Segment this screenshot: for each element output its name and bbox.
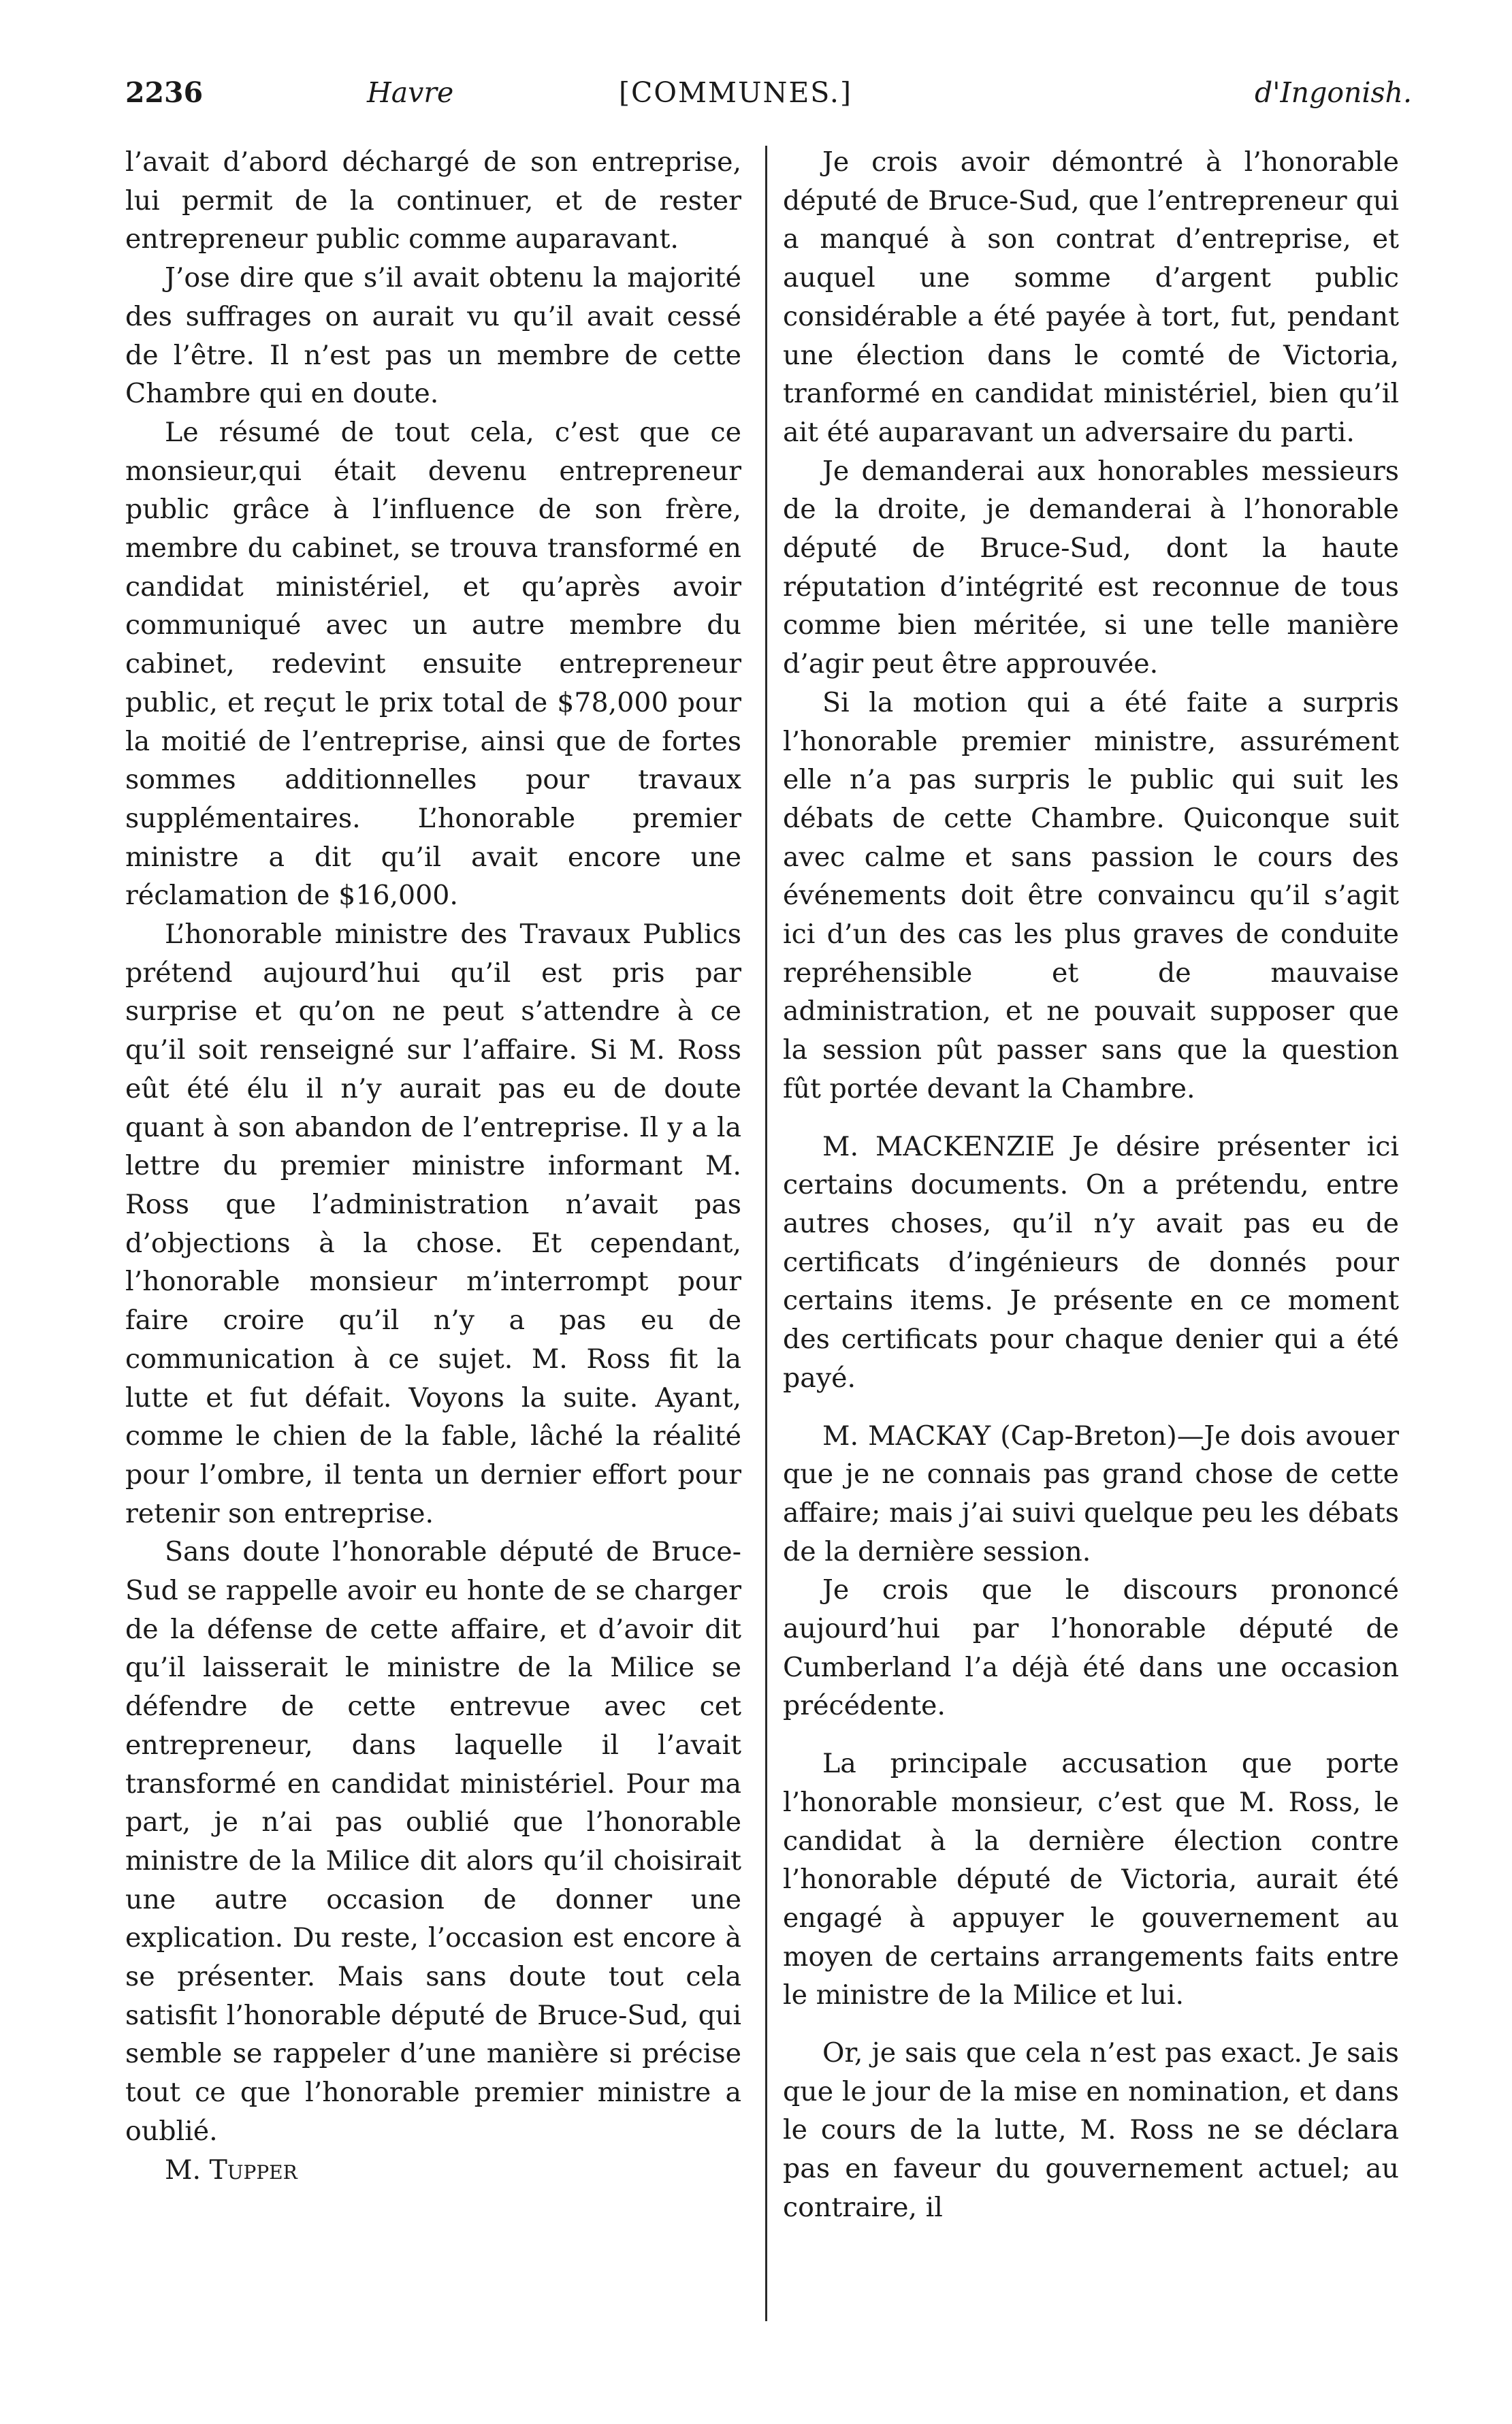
page-number: 2236 [125, 76, 204, 109]
left-paragraph-2: J’ose dire que s’il avait obtenu la majorité des suffrages on aurait vu qu’il avait cessé de l’être. Il n’est pas un membre de cette Chambre qui en doute. [125, 262, 741, 410]
left-paragraph-1: l’avait d’abord déchargé de son entreprise, lui permit de la continuer, et de rester entrepreneur public comme auparavant. [125, 146, 741, 255]
right-paragraph-5: La principale accusation que porte l’honorable monsieur, c’est que M. Ross, le candidat à la dernière élection contre l’honorable député de Victoria, aurait été engagé à appuyer le gouvernement au moyen de certains arrangements faits entre le ministre de la Milice et lui. [783, 1748, 1399, 2011]
left-paragraph-5: Sans doute l’honorable député de Bruce-Sud se rappelle avoir eu honte de se charger de la défense de cette affaire, et d’avoir dit qu’il laisserait le ministre de la Milice se défendre de cette entrevue avec cet entrepreneur, dans laquelle il l’avait transformé en candidat ministériel. Pour ma part, je n’ai pas oublié que l’honorable ministre de la Milice dit alors qu’il choisirait une autre occasion de donner une explication. Du reste, l’occasion est encore à se présenter. Mais sans doute tout cela satisfit l’honorable député de Bruce-Sud, qui semble se rappeler d’une manière si précise tout ce que l’honorable premier ministre a oublié. [125, 1536, 741, 2147]
mackay-text: (Cap-Breton)—Je dois avouer que je ne connais pas grand chose de cette affaire; mais j’ai suivi quelque peu les débats de la dernière session. [783, 1420, 1399, 1567]
mackenzie-text: Je désire présenter ici certains documents. On a prétendu, entre autres choses, qu’il n’y avait pas eu de certificats d’ingénieurs de donnés pour certains items. Je présente en ce moment des certificats pour chaque denier qui a été payé. [783, 1130, 1399, 1394]
right-paragraph-3: Si la motion qui a été faite a surpris l’honorable premier ministre, assurément elle n’a pas surpris le public qui suit les débats de cette Chambre. Quiconque suit avec calme et sans passion le cours des événements doit être convaincu qu’il s’agit ici d’un des cas les plus graves de conduite repréhensible et de mauvaise administration, et ne pouvait supposer que la session pût passer sans que la question fût portée devant la Chambre. [783, 686, 1399, 1104]
right-paragraph-6: Or, je sais que cela n’est pas exact. Je sais que le jour de la mise en nomination, et dans le cours de la lutte, M. Ross ne se déclara pas en faveur du gouvernement actuel; au contraire, il [783, 2037, 1399, 2223]
column-divider [765, 146, 767, 2321]
speaker-mackenzie: M. MACKENZIE [822, 1130, 1055, 1162]
header-right-title: d'Ingonish. [1254, 76, 1412, 109]
left-column [125, 143, 741, 2189]
header-center-title: [COMMUNES.] [619, 76, 852, 109]
running-header [125, 68, 1412, 117]
speaker-mackay: M. MACKAY [822, 1420, 991, 1452]
right-column [783, 143, 1399, 2227]
mackay-paragraph [783, 1417, 1399, 1572]
left-paragraph-3: Le résumé de tout cela, c’est que ce monsieur,qui était devenu entrepreneur public grâce à l’influence de son frère, membre du cabinet, se trouva transformé en candidat ministériel, et qu’après avoir communiqué avec un autre membre du cabinet, redevint ensuite entrepreneur public, et reçut le prix total de $78,000 pour la moitié de l’entreprise, ainsi que de fortes sommes additionnelles pour travaux supplémentaires. L’honorable premier ministre a dit qu’il avait encore une réclamation de $16,000. [125, 416, 741, 912]
right-paragraph-2: Je demanderai aux honorables messieurs de la droite, je demanderai à l’honorable député de Bruce-Sud, dont la haute réputation d’intégrité est reconnue de tous comme bien méritée, si une telle manière d’agir peut être approuvée. [783, 455, 1399, 680]
left-paragraph-4: L’honorable ministre des Travaux Publics prétend aujourd’hui qu’il est pris par surprise et qu’on ne peut s’attendre à ce qu’il soit renseigné sur l’affaire. Si M. Ross eût été élu il n’y aurait pas eu de doute quant à son abandon de l’entreprise. Il y a la lettre du premier ministre informant M. Ross que l’administration n’avait pas d’objections à la chose. Et cependant, l’honorable monsieur m’interrompt pour faire croire qu’il n’y a pas eu de communication à ce sujet. M. Ross fit la lutte et fut défait. Voyons la suite. Ayant, comme le chien de la fable, lâché la réalité pour l’ombre, il tenta un dernier effort pour retenir son entreprise. [125, 919, 741, 1529]
right-paragraph-4: Je crois que le discours prononcé aujourd’hui par l’honorable député de Cumberland l’a déjà été dans une occasion précédente. [783, 1574, 1399, 1722]
header-left-title: Havre [367, 76, 454, 109]
mackenzie-paragraph [783, 1128, 1399, 1398]
right-paragraph-1: Je crois avoir démontré à l’honorable député de Bruce-Sud, que l’entrepreneur qui a manqué à son contrat d’entreprise, et auquel une somme d’argent public considérable a été payée à tort, fut, pendant une élection dans le comté de Victoria, tranformé en candidat ministériel, bien qu’il ait été auparavant un adversaire du parti. [783, 146, 1399, 448]
next-speaker-label: M. Tupper [165, 2154, 297, 2186]
